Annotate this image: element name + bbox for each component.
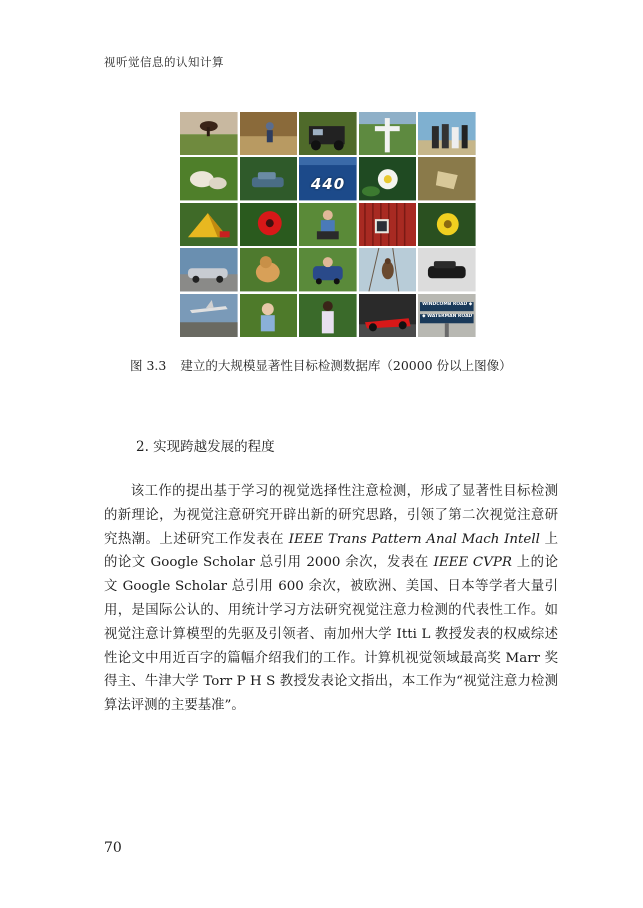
body-text-part-3: 上的论文 Google Scholar 总引用 600 余次，被欧洲、美国、日本等学者大量引用，是国际公认的、用统计学习方法研究视觉注意力检测的代表性工作。如视觉注意计算模型的先驱及引领者、南加州大学 Itti L 教授发表的权威综述性论文中用近百字的篇幅介绍我们的工作。计算机视觉领域最高奖 Marr 奖得主、牛津大学 Torr P H S 教授发表论文指出，本工作为“视觉注意力检测算法评测的主要基准”。	[104, 555, 558, 714]
photo-tile-silver-car	[180, 248, 238, 291]
photo-tile-yellow-tent	[180, 203, 238, 246]
photo-tile-yellow-flower	[418, 203, 476, 246]
photo-tile-leaf	[418, 157, 476, 200]
figure-caption-text: 建立的大规模显著性目标检测数据库（20000 份以上图像）	[180, 358, 512, 373]
photo-tile-red-building	[359, 203, 417, 246]
photo-tile-dog	[240, 248, 298, 291]
section-heading: 2. 实现跨越发展的程度	[136, 439, 275, 455]
photo-tile-person-on-path	[240, 112, 298, 155]
tile-440-label: 440	[310, 174, 346, 193]
photo-tile-440-sign	[299, 157, 357, 200]
photo-tile-jeep	[299, 112, 357, 155]
photo-tile-jumping-person	[180, 112, 238, 155]
photo-tile-red-flower	[240, 203, 298, 246]
photo-tile-group-of-people	[418, 112, 476, 155]
journal-name-cvpr: IEEE CVPR	[433, 555, 512, 571]
photo-tile-plane	[180, 294, 238, 337]
body-text	[104, 480, 558, 718]
journal-name-pami: IEEE Trans Pattern Anal Mach Intell	[288, 531, 540, 547]
photo-tile-road-sign	[418, 294, 476, 337]
photo-tile-child-on-chair	[299, 203, 357, 246]
figure-number: 图 3.3	[130, 358, 167, 373]
photo-tile-bird	[359, 248, 417, 291]
body-text-part-2: 上的论文 Google Scholar 总引用 2000 余次，发表在	[104, 531, 558, 571]
figure-image-mosaic	[180, 112, 476, 337]
running-head: 视听觉信息的认知计算	[104, 55, 224, 69]
photo-tile-sheep	[180, 157, 238, 200]
photo-tile-water-lily	[359, 157, 417, 200]
photo-tile-child-in-grass	[240, 294, 298, 337]
photo-tile-car-on-grass	[240, 157, 298, 200]
body-paragraph	[104, 480, 558, 718]
road-sign-top-text: WINDCOMB ROAD ◆	[422, 302, 473, 308]
page-number: 70	[104, 840, 122, 856]
photo-tile-toy-car	[299, 248, 357, 291]
photo-tile-cross	[359, 112, 417, 155]
road-sign-bottom-text: ◆ WATERMAN ROAD	[422, 314, 473, 320]
photo-tile-car-in-snow	[418, 248, 476, 291]
photo-tile-race-car	[359, 294, 417, 337]
photo-tile-woman	[299, 294, 357, 337]
body-text-part-1: 该工作的提出基于学习的视觉选择性注意检测，形成了显著性目标检测的新理论，为视觉注意研究开辟出新的研究思路，引领了第二次视觉注意研究热潮。上述研究工作发表在	[104, 484, 558, 547]
figure-caption	[130, 356, 512, 374]
